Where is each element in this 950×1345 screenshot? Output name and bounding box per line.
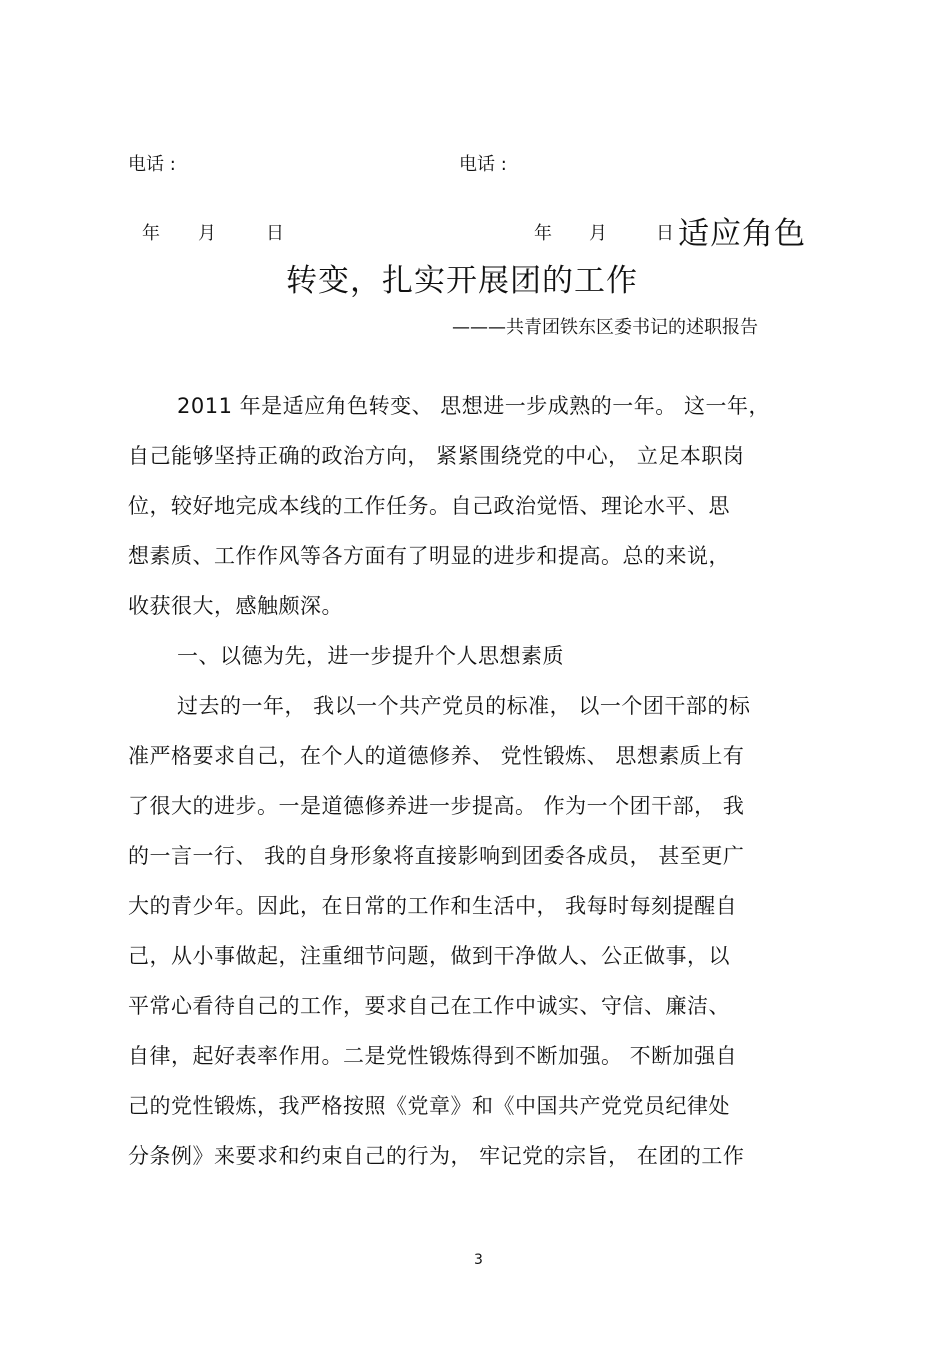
body-line: 了很大的进步。一是道德修养进一步提高。 作为一个团干部， 我: [128, 794, 745, 818]
body-line: 平常心看待自己的工作，要求自己在工作中诚实、守信、廉洁、: [128, 994, 730, 1018]
subtitle: ———共青团铁东区委书记的述职报告: [452, 317, 758, 338]
body-line: 自律，起好表率作用。二是党性锻炼得到不断加强。 不断加强自: [128, 1044, 738, 1068]
body-line: 己，从小事做起，注重细节问题，做到干净做人、公正做事，以: [128, 944, 730, 968]
body-line: 己的党性锻炼，我严格按照《党章》和《中国共产党党员纪律处: [128, 1094, 730, 1118]
date-day-right: 日: [656, 223, 674, 244]
body-line: 自己能够坚持正确的政治方向， 紧紧围绕党的中心， 立足本职岗: [128, 444, 745, 468]
date-month-right: 月: [589, 223, 607, 244]
title-part-1: 适应角色: [678, 216, 806, 252]
body-line: 过去的一年， 我以一个共产党员的标准， 以一个团干部的标: [177, 694, 751, 718]
phone-label-right: 电话 :: [459, 154, 507, 175]
section-heading: 一、以德为先，进一步提升个人思想素质: [177, 644, 564, 668]
date-year-left: 年: [142, 223, 160, 244]
body-line: 大的青少年。因此，在日常的工作和生活中， 我每时每刻提醒自: [128, 894, 738, 918]
body-line: 分条例》来要求和约束自己的行为， 牢记党的宗旨， 在团的工作: [128, 1144, 745, 1168]
body-line: 位，较好地完成本线的工作任务。自己政治觉悟、理论水平、思: [128, 494, 730, 518]
date-year-right: 年: [534, 223, 552, 244]
body-line: 的一言一行、 我的自身形象将直接影响到团委各成员， 甚至更广: [128, 844, 745, 868]
phone-label-left: 电话 :: [128, 154, 176, 175]
body-line: 想素质、工作作风等各方面有了明显的进步和提高。总的来说，: [128, 544, 730, 568]
date-day-left: 日: [266, 223, 284, 244]
body-line: 2011 年是适应角色转变、 思想进一步成熟的一年。 这一年，: [177, 394, 770, 418]
page-number: 3: [474, 1252, 483, 1268]
title-part-2: 转变，扎实开展团的工作: [286, 263, 638, 299]
date-month-left: 月: [198, 223, 216, 244]
body-line: 准严格要求自己，在个人的道德修养、 党性锻炼、 思想素质上有: [128, 744, 745, 768]
body-line: 收获很大，感触颇深。: [128, 594, 343, 618]
